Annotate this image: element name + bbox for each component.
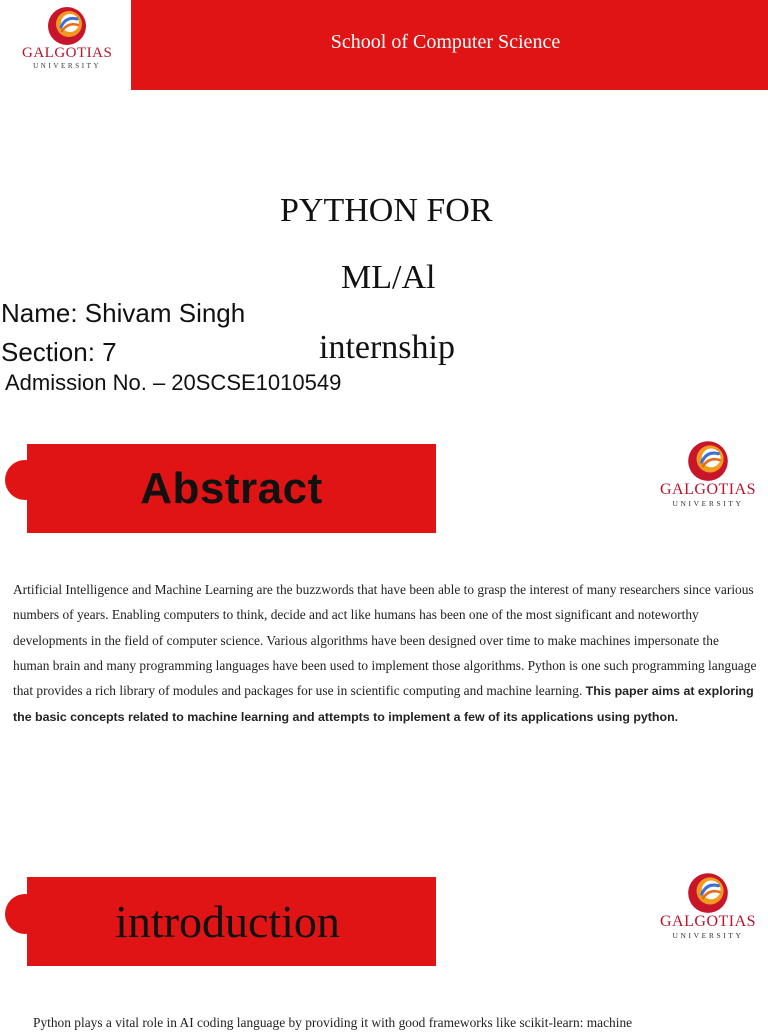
student-section: Section: 7: [1, 337, 117, 367]
introduction-logo: [660, 870, 756, 940]
abstract-text-regular: Artificial Intelligence and Machine Learning are the buzzwords that have been able to grasp the interest of many researchers since various numbers of years. Enabling computers to think, decide and act like humans has been one of the most significant and noteworthy developments in the field of computer science. Various algorithms have been designed over time to make machines impersonate the human brain and many programming languages have been used to implement those algorithms. Python is one such programming language that provides a rich library of modules and packages for use in scientific computing and machine learning.: [13, 582, 757, 699]
logo-name: GALGOTIAS: [22, 45, 113, 61]
abstract-logo: [660, 438, 756, 508]
title-line-2: ML/Al: [341, 259, 436, 296]
logo-name: GALGOTIAS: [660, 913, 757, 930]
galgotias-emblem-icon: [684, 870, 732, 914]
introduction-banner: [27, 877, 436, 966]
header-title: School of Computer Science: [330, 30, 561, 53]
logo-subtitle: UNIVERSITY: [33, 62, 102, 70]
galgotias-emblem-icon: [44, 4, 90, 46]
student-name: Name: Shivam Singh: [1, 298, 246, 328]
introduction-paragraph: Python plays a vital role in AI coding language by providing it with good frameworks like scikit-learn: machine: [33, 1015, 633, 1030]
abstract-text-bold: This paper aims at exploring the basic concepts related to machine learning and attempts to implement a few of its applications using python.: [13, 684, 754, 725]
abstract-banner: [27, 444, 436, 533]
header-banner: [131, 0, 768, 90]
introduction-heading: introduction: [115, 896, 340, 947]
abstract-heading: Abstract: [140, 463, 323, 513]
logo-subtitle: UNIVERSITY: [672, 931, 744, 940]
galgotias-emblem-icon: [684, 438, 732, 482]
title-line-1: PYTHON FOR: [280, 192, 493, 229]
logo-name: GALGOTIAS: [660, 481, 757, 498]
student-admission: Admission No. – 20SCSE1010549: [5, 370, 342, 395]
abstract-paragraph: [13, 577, 758, 731]
logo-subtitle: UNIVERSITY: [672, 499, 744, 508]
header-logo-area: [0, 0, 131, 90]
title-line-3: internship: [319, 329, 455, 366]
galgotias-logo: [22, 4, 112, 70]
